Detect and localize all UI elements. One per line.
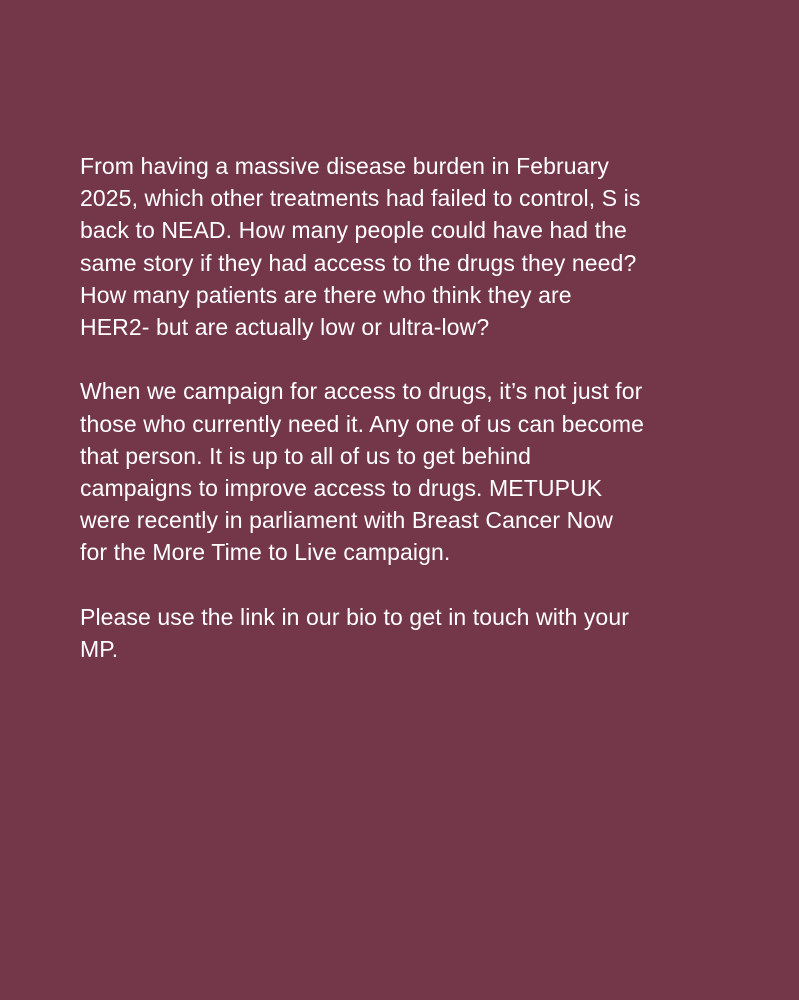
text-line: When we campaign for access to drugs, it’s not just for	[80, 378, 643, 405]
paragraph-disease-burden	[80, 150, 740, 343]
text-line: campaigns to improve access to drugs. METUPUK	[80, 475, 603, 502]
text-line: Please use the link in our bio to get in touch with your	[80, 603, 629, 630]
text-line: were recently in parliament with Breast Cancer Now	[80, 507, 613, 534]
paragraph-call-to-action	[80, 601, 740, 665]
text-line: HER2- but are actually low or ultra-low?	[80, 314, 490, 341]
text-line: those who currently need it. Any one of us can become	[80, 410, 645, 437]
text-line: How many patients are there who think they are	[80, 281, 572, 308]
text-line: 2025, which other treatments had failed to control, S is	[80, 185, 641, 212]
text-line: that person. It is up to all of us to get behind	[80, 442, 532, 469]
text-line: MP.	[80, 636, 119, 663]
text-line: From having a massive disease burden in February	[80, 153, 609, 179]
text-line: back to NEAD. How many people could have had the	[80, 217, 627, 244]
text-line: for the More Time to Live campaign.	[80, 539, 451, 566]
paragraph-campaign	[80, 375, 740, 568]
post-text	[80, 150, 740, 697]
text-line: same story if they had access to the drugs they need?	[80, 249, 637, 276]
